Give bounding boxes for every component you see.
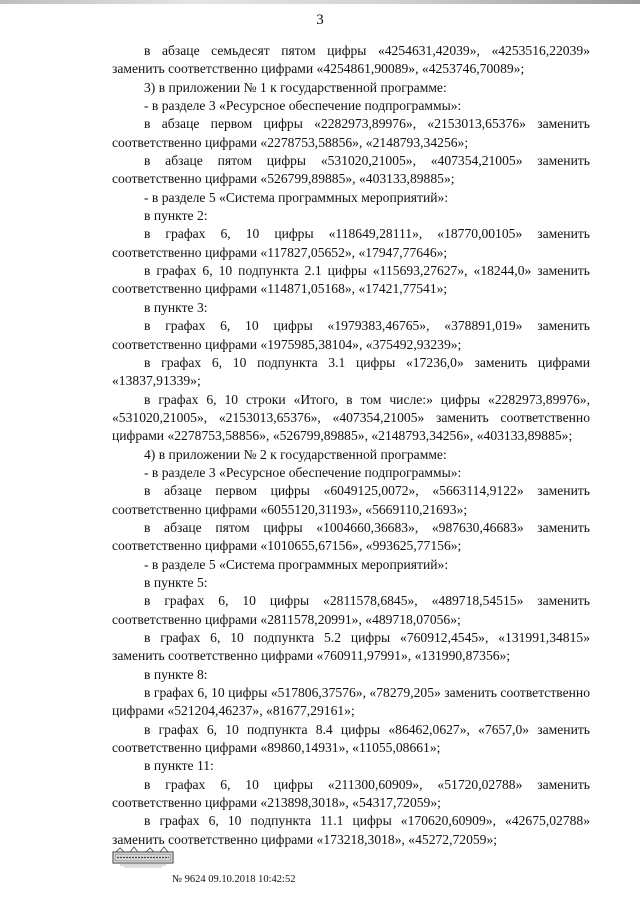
document-paragraph: в графах 6, 10 цифры «2811578,6845», «489718,54515» заменить соответственно цифрами «2811578,20991», «489718,07056»; <box>112 593 590 627</box>
document-paragraph: в графах 6, 10 цифры «1979383,46765», «378891,019» заменить соответственно цифрами «1975985,38104», «375492,93239»; <box>112 318 590 352</box>
document-paragraph: в абзаце семьдесят пятом цифры «4254631,42039», «4253516,22039» заменить соответственно цифрами «4254861,90089», «4253746,70089»; <box>112 43 590 77</box>
document-paragraph: в графах 6, 10 цифры «211300,60909», «51720,02788» заменить соответственно цифрами «213898,3018», «54317,72059»; <box>112 776 590 811</box>
document-paragraph: в графах 6, 10 подпункта 5.2 цифры «760912,4545», «131991,34815» заменить соответственно цифрами «760911,97991», «131990,87356»; <box>112 630 590 664</box>
document-paragraph: в графах 6, 10 строки «Итого, в том числе:» цифры «2282973,89976», «531020,21005», «2153013,65376», «407354,21005» заменить соответственно цифрами «2278753,58856», «526799,89885», «2148793,34256», «403133,89885»; <box>112 391 590 444</box>
document-body <box>112 42 590 849</box>
document-paragraph: в пункте 2: <box>144 208 208 224</box>
document-paragraph: в графах 6, 10 подпункта 8.4 цифры «86462,0627», «7657,0» заменить соответственно цифрами «89860,14931», «11055,08661»; <box>112 721 590 756</box>
document-paragraph: в абзаце пятом цифры «531020,21005», «407354,21005» заменить соответственно цифрами «526799,89885», «403133,89885»; <box>112 153 590 187</box>
document-paragraph: в пункте 3: <box>144 299 208 315</box>
document-paragraph: в пункте 5: <box>144 574 208 590</box>
document-paragraph: 3) в приложении № 1 к государственной программе: <box>144 79 447 95</box>
document-paragraph: в графах 6, 10 цифры «118649,28111», «18770,00105» заменить соответственно цифрами «117827,05652», «17947,77646»; <box>112 226 590 260</box>
registration-note: № 9624 09.10.2018 10:42:52 <box>172 874 296 885</box>
document-paragraph: - в разделе 3 «Ресурсное обеспечение подпрограммы»: <box>144 98 462 114</box>
document-paragraph: 4) в приложении № 2 к государственной программе: <box>144 446 447 462</box>
registry-stamp-icon <box>112 846 174 868</box>
document-paragraph: - в разделе 5 «Система программных мероприятий»: <box>144 189 449 205</box>
document-paragraph: - в разделе 5 «Система программных мероприятий»: <box>144 556 449 572</box>
document-paragraph: в пункте 11: <box>144 758 214 774</box>
document-paragraph: в абзаце пятом цифры «1004660,36683», «987630,46683» заменить соответственно цифрами «1010655,67156», «993625,77156»; <box>112 519 590 554</box>
page-number: 3 <box>316 12 324 28</box>
document-paragraph: в графах 6, 10 цифры «517806,37576», «78279,205» заменить соответственно цифрами «521204,46237», «81677,29161»; <box>112 685 590 719</box>
document-paragraph: в пункте 8: <box>144 666 208 682</box>
scan-edge-artifact <box>0 0 640 4</box>
document-paragraph: в графах 6, 10 подпункта 3.1 цифры «17236,0» заменить цифрами «13837,91339»; <box>112 354 590 389</box>
document-paragraph: - в разделе 3 «Ресурсное обеспечение подпрограммы»: <box>144 464 462 480</box>
document-paragraph: в абзаце первом цифры «6049125,0072», «5663114,9122» заменить соответственно цифрами «6055120,31193», «5669110,21693»; <box>112 483 590 517</box>
document-paragraph: в абзаце первом цифры «2282973,89976», «2153013,65376» заменить соответственно цифрами «2278753,58856», «2148793,34256»; <box>112 116 590 150</box>
document-paragraph: в графах 6, 10 подпункта 2.1 цифры «115693,27627», «18244,0» заменить соответственно цифрами «114871,05168», «17421,77541»; <box>112 263 590 297</box>
document-paragraph: в графах 6, 10 подпункта 11.1 цифры «170620,60909», «42675,02788» заменить соответственно цифрами «173218,3018», «45272,72059»; <box>112 813 590 847</box>
